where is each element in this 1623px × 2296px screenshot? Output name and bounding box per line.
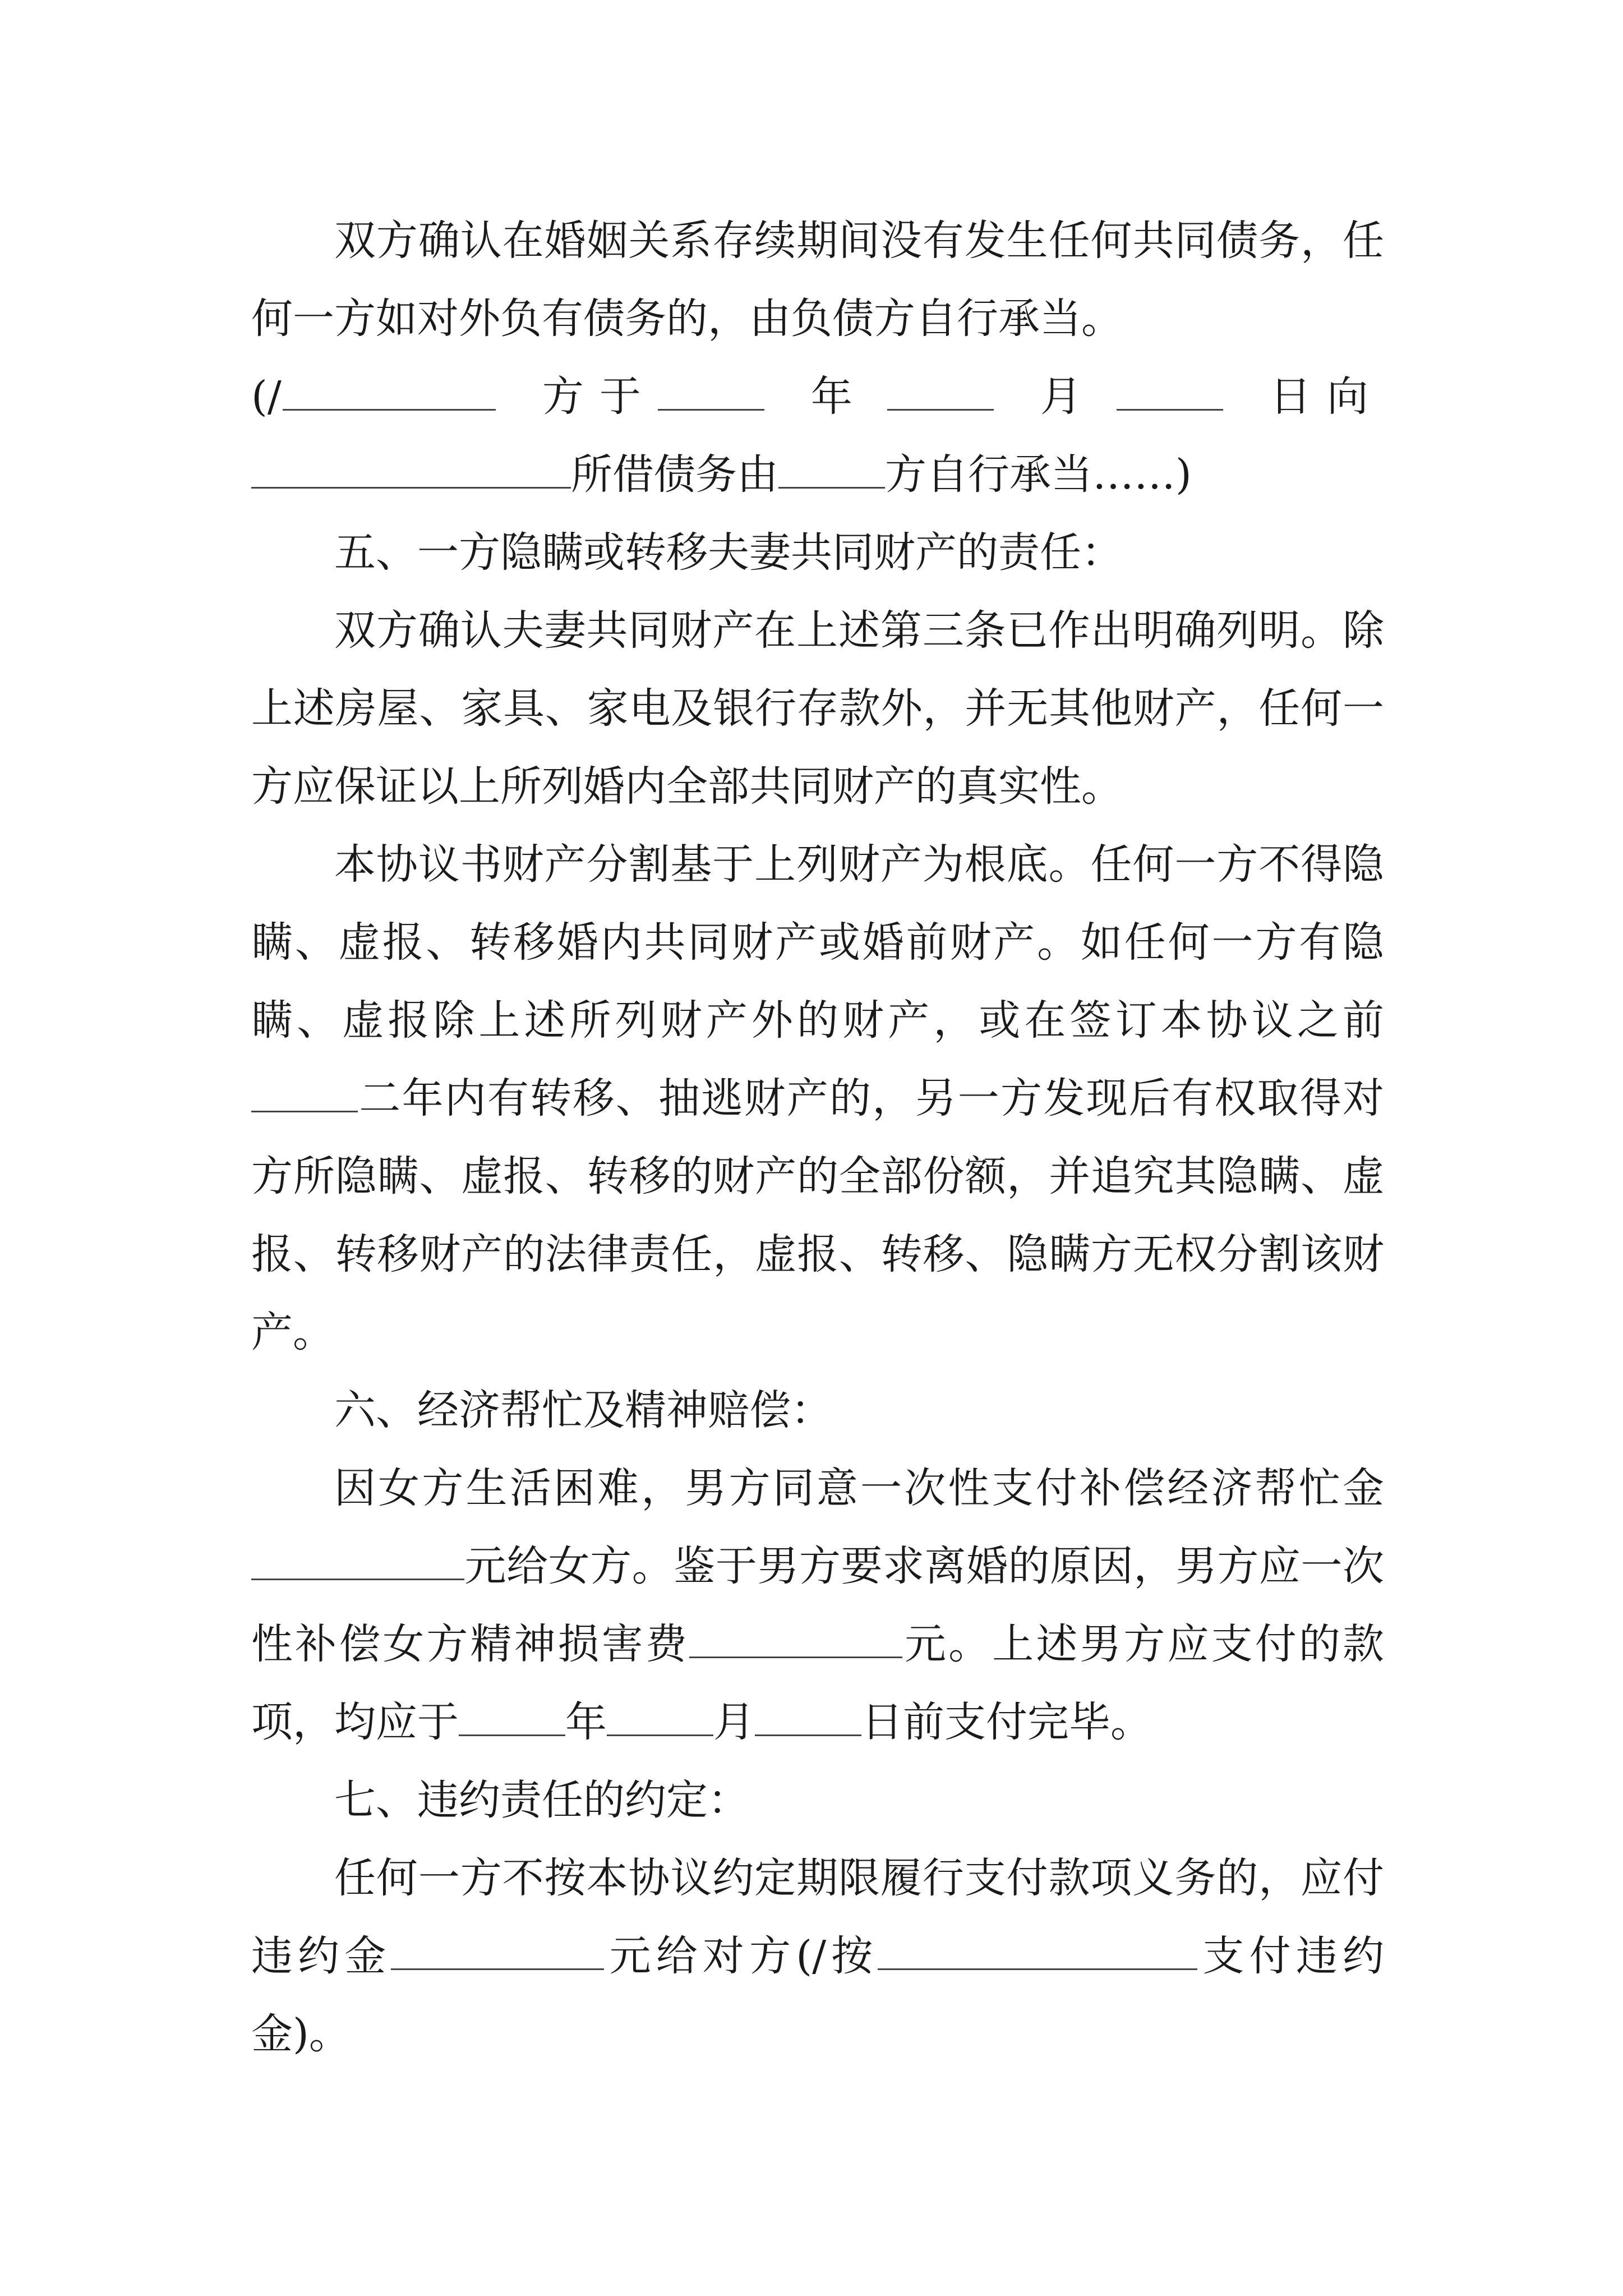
section-6-paragraph [251,1450,1384,1761]
debt-alt-nian: 年 [810,372,852,421]
blank-pay-day [755,1701,861,1736]
section-6-text-c: 元。上述男方应支付的款项，均应于 [251,1620,1384,1746]
section-7-text-c: 支付违约金)。 [251,1932,1384,2058]
blank-month [887,376,994,411]
debt-alt-fang-yu: 方于 [542,372,657,421]
blank-assistance-amount [251,1545,464,1580]
section-7-title [251,1761,1384,1839]
debt-alt-line-2 [251,436,1384,514]
blank-debtor [778,454,885,489]
section-7-title-text: 七、违约责任的约定： [334,1776,749,1824]
section-7-text-b: 元给对方(/按 [604,1932,878,1980]
debt-alt-suojie: 所借债务由 [571,450,778,499]
section-6-nian: 年 [565,1698,607,1746]
section-5-paragraph-1-text: 双方确认夫妻共同财产在上述第三条已作出明确列明。除上述房屋、家具、家电及银行存款外，并无其他财产，任何一方应保证以上所列婚内全部共同财产的真实性。 [251,606,1384,811]
section-6-text-d: 日前支付完毕。 [861,1698,1152,1746]
debt-alt-close: 方自行承当……) [885,450,1192,499]
section-5-paragraph-1 [251,592,1384,826]
section-7-text-a: 任何一方不按本协议约定期限履行支付款项义务的，应付违约金 [251,1854,1384,1980]
section-5-title-text: 五、一方隐瞒或转移夫妻共同财产的责任： [334,528,1123,577]
blank-pay-year [459,1701,565,1736]
section-5-paragraph-2b-text: 二年内有转移、抽逃财产的，另一方发现后有权取得对方所隐瞒、虚报、转移的财产的全部份额，并追究其隐瞒、虚报、转移财产的法律责任，虚报、转移、隐瞒方无权分割该财产。 [251,1074,1384,1356]
section-7-paragraph [251,1839,1384,2073]
section-6-text-a: 因女方生活困难，男方同意一次性支付补偿经济帮忙金 [334,1464,1384,1512]
debt-alt-open: (/ [251,372,282,421]
section-6-yue: 月 [713,1698,755,1746]
debt-text: 双方确认在婚姻关系存续期间没有发生任何共同债务，任何一方如对外负有债务的，由负债方自行承当。 [251,217,1384,343]
section-5-paragraph-2 [251,826,1384,1372]
blank-compensation-amount [689,1623,902,1658]
section-5-paragraph-2a-text: 本协议书财产分割基于上列财产为根底。任何一方不得隐瞒、虚报、转移婚内共同财产或婚前财产。如任何一方有隐瞒、虚报除上述所列财产外的财产，或在签订本协议之前 [251,840,1384,1045]
blank-party [283,376,496,411]
blank-period [251,1078,358,1112]
blank-pay-month [607,1701,713,1736]
section-5-title [251,514,1384,592]
document-body [251,202,1384,2073]
debt-alt-yue: 月 [1040,372,1082,421]
blank-penalty-amount [391,1935,604,1970]
blank-penalty-basis [878,1935,1197,1970]
blank-year [658,376,764,411]
blank-creditor [251,454,571,489]
section-6-title [251,1372,1384,1450]
debt-alt-line-1 [251,358,1384,436]
section-6-title-text: 六、经济帮忙及精神赔偿： [334,1386,832,1434]
debt-alt-ri-xiang: 日向 [1269,372,1384,421]
section-6-text-b: 元给女方。鉴于男方要求离婚的原因，男方应一次性补偿女方精神损害费 [251,1542,1384,1668]
blank-day [1117,376,1223,411]
debt-paragraph [251,202,1384,358]
